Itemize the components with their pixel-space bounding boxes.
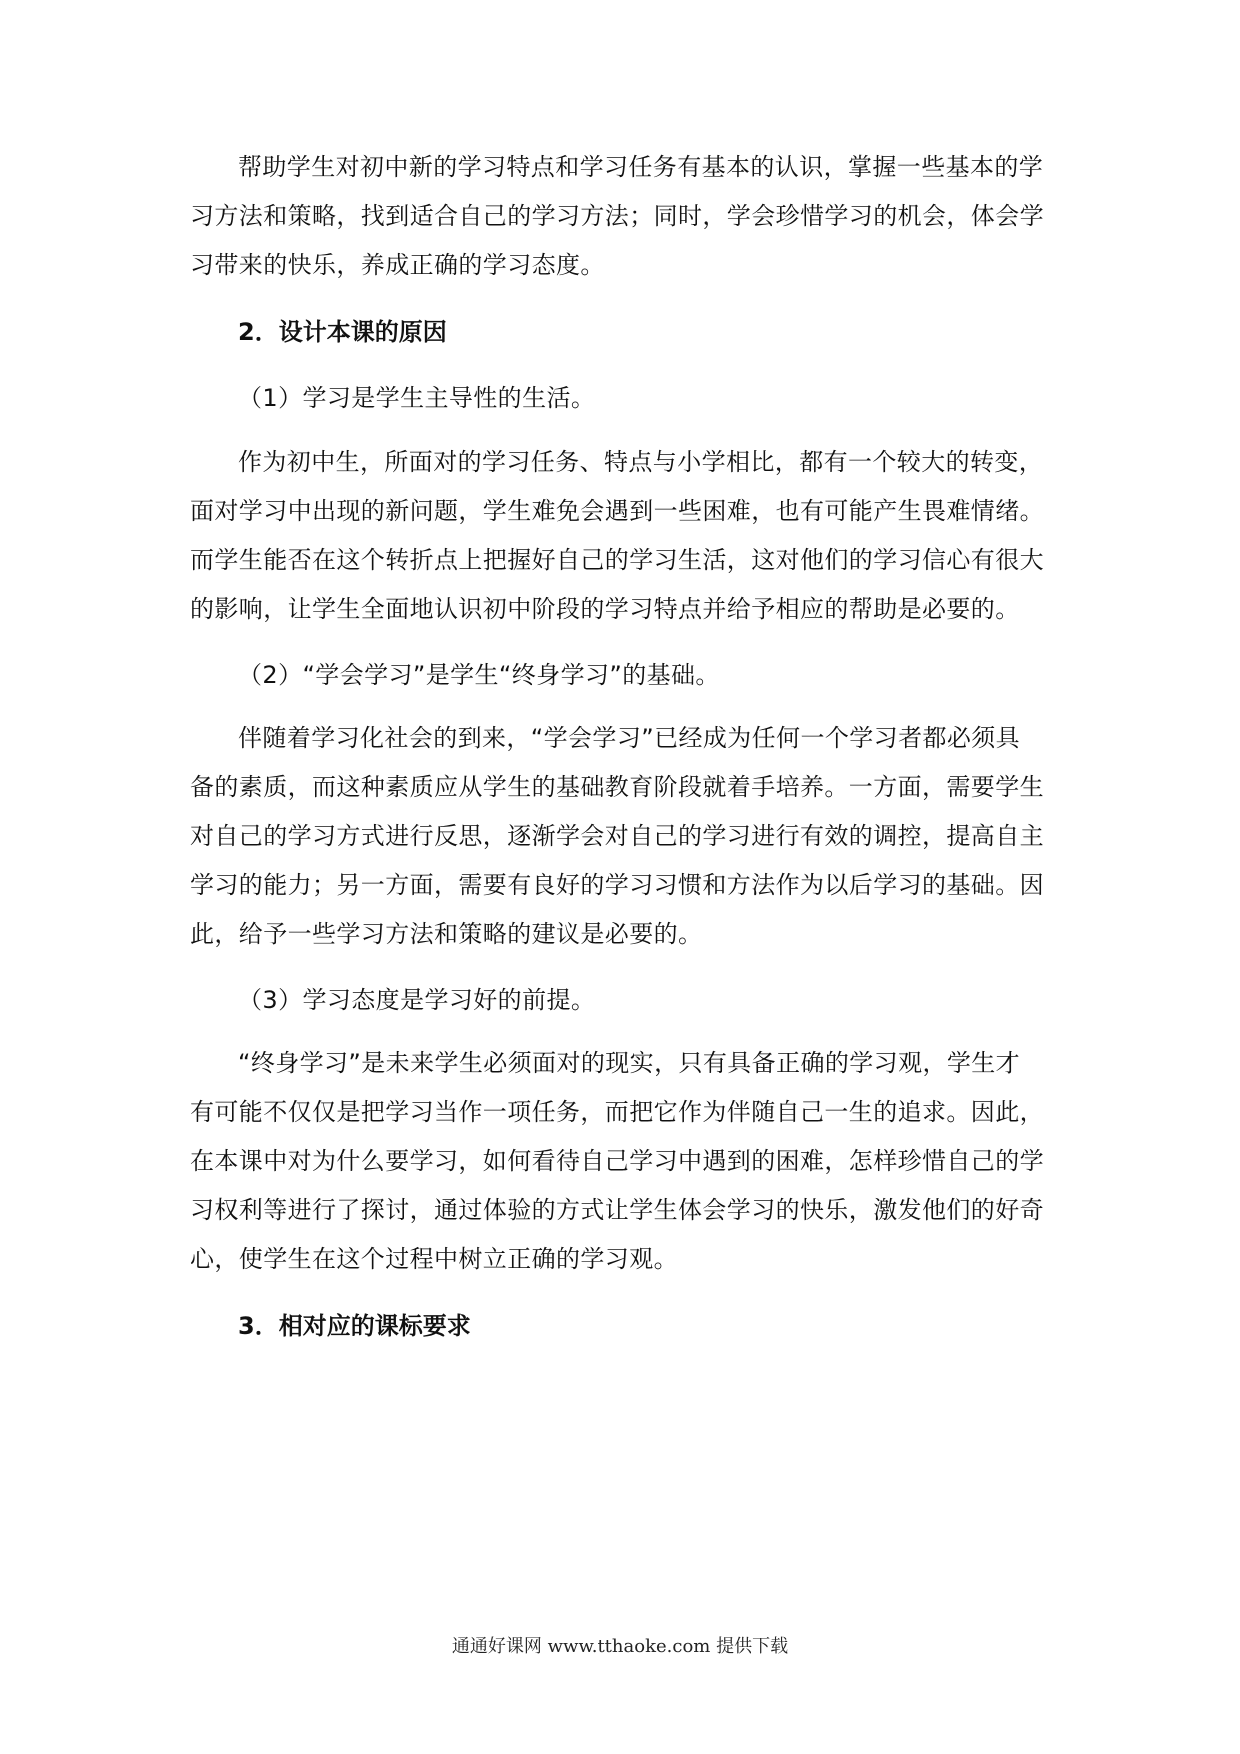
- item1-line-1: 作为初中生，所面对的学习任务、特点与小学相比，都有一个较大的转变，: [238, 448, 1044, 476]
- item3-line-1: “终身学习”是未来学生必须面对的现实，只有具备正确的学习观，学生才: [238, 1049, 1021, 1077]
- item3-line-4: 习权利等进行了探讨，通过体验的方式让学生体会学习的快乐，激发他们的好奇: [190, 1196, 1044, 1224]
- item2-line-3: 对自己的学习方式进行反思，逐渐学会对自己的学习进行有效的调控，提高自主: [190, 822, 1044, 850]
- item2-line-4: 学习的能力；另一方面，需要有良好的学习习惯和方法作为以后学习的基础。因: [190, 871, 1044, 899]
- intro-line-2: 习方法和策略，找到适合自己的学习方法；同时，学会珍惜学习的机会，体会学: [190, 202, 1044, 230]
- section2-heading: 2．设计本课的原因: [238, 318, 447, 346]
- item3-line-2: 有可能不仅仅是把学习当作一项任务，而把它作为伴随自己一生的追求。因此，: [190, 1098, 1044, 1126]
- page-footer: 通通好课网 www.tthaoke.com 提供下载: [451, 1636, 789, 1657]
- item1-line-2: 面对学习中出现的新问题，学生难免会遇到一些困难，也有可能产生畏难情绪。: [190, 497, 1044, 525]
- item2-line-5: 此，给予一些学习方法和策略的建议是必要的。: [190, 920, 703, 948]
- item3-line-5: 心，使学生在这个过程中树立正确的学习观。: [190, 1245, 678, 1273]
- item1-title: （1）学习是学生主导性的生活。: [238, 384, 596, 412]
- item3-title: （3）学习态度是学习好的前提。: [238, 986, 596, 1014]
- intro-line-1: 帮助学生对初中新的学习特点和学习任务有基本的认识，掌握一些基本的学: [238, 153, 1044, 181]
- item1-line-4: 的影响，让学生全面地认识初中阶段的学习特点并给予相应的帮助是必要的。: [190, 595, 1020, 623]
- item3-line-3: 在本课中对为什么要学习，如何看待自己学习中遇到的困难，怎样珍惜自己的学: [190, 1147, 1044, 1175]
- section3-heading: 3．相对应的课标要求: [238, 1312, 471, 1340]
- item2-title: （2）“学会学习”是学生“终身学习”的基础。: [238, 661, 720, 689]
- item1-line-3: 而学生能否在这个转折点上把握好自己的学习生活，这对他们的学习信心有很大: [190, 546, 1044, 574]
- item2-line-1: 伴随着学习化社会的到来，“学会学习”已经成为任何一个学习者都必须具: [238, 724, 1021, 752]
- intro-line-3: 习带来的快乐，养成正确的学习态度。: [190, 251, 605, 279]
- item2-line-2: 备的素质，而这种素质应从学生的基础教育阶段就着手培养。一方面，需要学生: [190, 773, 1044, 801]
